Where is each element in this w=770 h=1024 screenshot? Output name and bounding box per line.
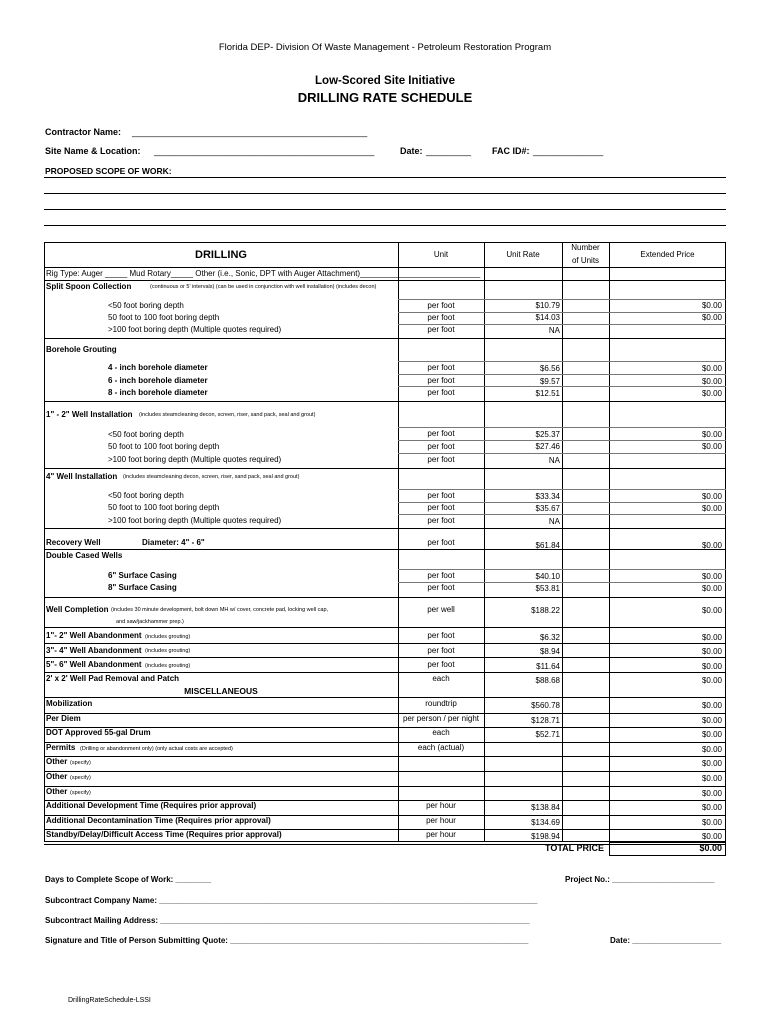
row-divider bbox=[398, 489, 726, 490]
days-to-complete[interactable]: Days to Complete Scope of Work: ________ bbox=[45, 875, 212, 884]
number-header-2: of Units bbox=[571, 256, 600, 265]
date-label: Date: bbox=[400, 146, 423, 156]
misc-ext: $0.00 bbox=[701, 759, 722, 769]
misc-ext: $0.00 bbox=[701, 803, 722, 813]
aband-rate-4: $88.68 bbox=[535, 676, 560, 685]
contractor-field[interactable]: _______________________________________________ bbox=[132, 127, 368, 137]
w12-unit-3: per foot bbox=[427, 455, 455, 464]
dcw-desc-1: 6" Surface Casing bbox=[108, 571, 177, 580]
recovery-diameter: Diameter: 4" - 6" bbox=[142, 538, 205, 547]
misc-ext: $0.00 bbox=[701, 715, 722, 725]
extended-header: Extended Price bbox=[640, 250, 695, 259]
misc-unit: per hour bbox=[426, 815, 456, 825]
grout-unit-2: per foot bbox=[427, 376, 455, 385]
completion-title: Well Completion bbox=[46, 605, 109, 614]
well4-note: (includes steamcleaning decon, screen, riser, sand pack, seal and grout) bbox=[123, 474, 300, 480]
grout-unit-3: per foot bbox=[427, 388, 455, 397]
split-spoon-note: (continuous or 5' intervals) (can be used in conjunction with well installation) (includes decon) bbox=[150, 284, 377, 290]
scope-line-2[interactable] bbox=[44, 193, 726, 194]
recovery-rate: $61.84 bbox=[535, 541, 560, 550]
misc-rate: $134.69 bbox=[531, 817, 560, 827]
completion-note: (includes 30 minute development, bolt down MH w/ cover, concrete pad, locking well cap, bbox=[111, 607, 329, 613]
total-label: TOTAL PRICE bbox=[544, 843, 604, 853]
facid-field[interactable]: ______________ bbox=[533, 146, 604, 156]
row-divider bbox=[44, 468, 726, 469]
w12-ext-1: $0.00 bbox=[701, 430, 722, 439]
split-rate-3: NA bbox=[548, 326, 560, 335]
dcw-ext-1: $0.00 bbox=[701, 572, 722, 581]
row-divider bbox=[44, 786, 726, 787]
rate-header: Unit Rate bbox=[506, 250, 540, 259]
completion-rate: $188.22 bbox=[531, 606, 560, 615]
row-divider bbox=[398, 453, 726, 454]
recovery-unit: per foot bbox=[427, 538, 455, 547]
dcw-desc-2: 8" Surface Casing bbox=[108, 583, 177, 592]
w12-ext-2: $0.00 bbox=[701, 442, 722, 451]
w12-rate-3: NA bbox=[548, 456, 560, 465]
row-divider bbox=[44, 401, 726, 402]
aband-desc-3: 5"- 6" Well Abandonment bbox=[46, 660, 142, 669]
row-divider bbox=[44, 597, 726, 598]
misc-ext: $0.00 bbox=[701, 701, 722, 710]
document-id: DrillingRateSchedule-LSSI bbox=[68, 997, 151, 1004]
recovery-well: Recovery Well bbox=[46, 538, 101, 547]
aband-rate-2: $8.94 bbox=[539, 647, 560, 656]
row-divider bbox=[44, 657, 726, 658]
number-header-1: Number bbox=[571, 243, 600, 252]
misc-ext: $0.00 bbox=[701, 774, 722, 783]
grouting-title: Borehole Grouting bbox=[46, 345, 117, 354]
misc-note: (specify) bbox=[70, 789, 91, 796]
misc-unit: roundtrip bbox=[425, 699, 457, 708]
w12-unit-2: per foot bbox=[427, 442, 455, 451]
misc-desc: Other bbox=[46, 757, 68, 767]
split-unit-1: per foot bbox=[427, 301, 455, 310]
facid-label: FAC ID#: bbox=[492, 146, 530, 156]
scope-line-1[interactable] bbox=[44, 177, 726, 178]
dcw-rate-1: $40.10 bbox=[535, 572, 560, 581]
misc-note: (Drilling or abandonment only) (only actual costs are accepted) bbox=[80, 745, 233, 752]
split-desc-2: 50 foot to 100 foot boring depth bbox=[108, 313, 220, 322]
w4-rate-3: NA bbox=[548, 517, 560, 526]
dcw-unit-1: per foot bbox=[427, 571, 455, 580]
recovery-ext: $0.00 bbox=[701, 541, 722, 550]
aband-ext-1: $0.00 bbox=[701, 633, 722, 642]
grout-desc-1: 4 - inch borehole diameter bbox=[108, 363, 208, 372]
misc-rate: $128.71 bbox=[531, 715, 560, 725]
split-spoon-title: Split Spoon Collection bbox=[46, 282, 132, 291]
signature-date[interactable]: Date: ____________________ bbox=[610, 936, 722, 945]
w4-desc-3: >100 foot boring depth (Multiple quotes required) bbox=[108, 516, 282, 525]
misc-desc: Additional Development Time (Requires prior approval) bbox=[46, 801, 257, 811]
misc-rate: $52.71 bbox=[535, 730, 560, 740]
drilling-header: DRILLING bbox=[195, 249, 247, 261]
aband-unit-1: per foot bbox=[427, 631, 455, 640]
form-title: DRILLING RATE SCHEDULE bbox=[297, 90, 473, 105]
w12-desc-2: 50 foot to 100 foot boring depth bbox=[108, 442, 220, 451]
well12-title: 1" - 2" Well Installation bbox=[46, 410, 133, 419]
completion-unit: per well bbox=[427, 605, 455, 614]
grout-rate-1: $6.56 bbox=[539, 364, 560, 373]
w4-unit-1: per foot bbox=[427, 491, 455, 500]
signature-title[interactable]: Signature and Title of Person Submitting Quote: ___________________________________________________________________ bbox=[45, 936, 529, 945]
dcw-rate-2: $53.81 bbox=[535, 584, 560, 593]
misc-ext: $0.00 bbox=[701, 788, 722, 798]
row-divider bbox=[398, 440, 726, 441]
site-label: Site Name & Location: bbox=[45, 146, 141, 156]
aband-ext-3: $0.00 bbox=[701, 662, 722, 671]
misc-ext: $0.00 bbox=[701, 744, 722, 754]
misc-rate: $198.94 bbox=[531, 832, 560, 842]
grout-rate-3: $12.51 bbox=[535, 389, 560, 398]
row-divider bbox=[44, 643, 726, 644]
w12-unit-1: per foot bbox=[427, 429, 455, 438]
misc-unit: each (actual) bbox=[417, 742, 465, 752]
scope-line-4[interactable] bbox=[44, 225, 726, 226]
grout-ext-3: $0.00 bbox=[701, 389, 722, 398]
grout-desc-3: 8 - inch borehole diameter bbox=[108, 388, 208, 397]
project-number[interactable]: Project No.: _______________________ bbox=[565, 875, 715, 884]
subcontract-company[interactable]: Subcontract Company Name: _____________________________________________________________________________________ bbox=[45, 896, 538, 905]
row-divider bbox=[398, 361, 726, 362]
row-divider bbox=[44, 549, 726, 550]
contractor-label: Contractor Name: bbox=[45, 127, 122, 137]
w12-desc-3: >100 foot boring depth (Multiple quotes required) bbox=[108, 455, 282, 464]
misc-rate: $138.84 bbox=[531, 803, 560, 813]
w12-rate-1: $25.37 bbox=[535, 430, 560, 439]
row-divider bbox=[398, 582, 726, 583]
aband-desc-2: 3"- 4" Well Abandonment bbox=[46, 646, 142, 655]
aband-note-2: (includes grouting) bbox=[145, 648, 191, 654]
subcontract-mailing[interactable]: Subcontract Mailing Address: ___________________________________________________________________________________ bbox=[45, 916, 530, 925]
w4-rate-2: $35.67 bbox=[535, 504, 560, 513]
misc-desc: Standby/Delay/Difficult Access Time (Requires prior approval) bbox=[46, 830, 282, 840]
misc-note: (specify) bbox=[70, 760, 91, 767]
grout-rate-2: $9.57 bbox=[539, 377, 560, 386]
misc-desc: Permits bbox=[46, 742, 76, 752]
aband-unit-2: per foot bbox=[427, 646, 455, 655]
row-divider bbox=[44, 528, 726, 529]
aband-ext-2: $0.00 bbox=[701, 647, 722, 656]
misc-rate: $560.78 bbox=[531, 701, 560, 710]
form-subtitle: Low-Scored Site Initiative bbox=[315, 75, 455, 87]
aband-unit-4: each bbox=[432, 674, 450, 683]
row-divider bbox=[398, 514, 726, 515]
grout-ext-2: $0.00 bbox=[701, 377, 722, 386]
misc-unit: per person / per night bbox=[402, 713, 480, 723]
row-divider bbox=[44, 280, 726, 281]
w4-desc-1: <50 foot boring depth bbox=[108, 491, 184, 500]
row-divider bbox=[398, 386, 726, 387]
scope-label: PROPOSED SCOPE OF WORK: bbox=[45, 166, 172, 176]
well4-title: 4" Well Installation bbox=[46, 472, 118, 481]
row-divider bbox=[44, 771, 726, 772]
row-divider bbox=[398, 299, 726, 300]
w4-desc-2: 50 foot to 100 foot boring depth bbox=[108, 503, 220, 512]
w4-rate-1: $33.34 bbox=[535, 492, 560, 501]
aband-note-3: (includes grouting) bbox=[145, 663, 191, 669]
row-divider bbox=[398, 502, 726, 503]
well12-note: (includes steamcleaning decon, screen, riser, sand pack, seal and grout) bbox=[139, 412, 316, 418]
misc-unit: per hour bbox=[426, 801, 456, 811]
row-divider bbox=[44, 713, 726, 714]
misc-desc: Per Diem bbox=[46, 713, 81, 723]
aband-note-1: (includes grouting) bbox=[145, 634, 191, 640]
misc-ext: $0.00 bbox=[701, 730, 722, 740]
scope-line-3[interactable] bbox=[44, 209, 726, 210]
misc-desc: DOT Approved 55-gal Drum bbox=[46, 728, 151, 738]
aband-rate-3: $11.64 bbox=[536, 662, 560, 671]
misc-ext: $0.00 bbox=[701, 817, 722, 827]
misc-ext: $0.00 bbox=[701, 832, 722, 842]
row-divider bbox=[44, 338, 726, 339]
split-desc-1: <50 foot boring depth bbox=[108, 301, 184, 310]
w4-ext-2: $0.00 bbox=[701, 504, 722, 513]
date-field[interactable]: _________ bbox=[426, 146, 472, 156]
site-field[interactable]: ____________________________________________ bbox=[154, 146, 375, 156]
aband-desc-4: 2' x 2' Well Pad Removal and Patch bbox=[46, 674, 180, 683]
row-divider bbox=[44, 756, 726, 757]
w4-unit-2: per foot bbox=[427, 503, 455, 512]
rig-type[interactable]: Rig Type: Auger _____ Mud Rotary_____ Other (i.e., Sonic, DPT with Auger Attachment)___________________________ bbox=[46, 269, 481, 278]
row-divider bbox=[398, 374, 726, 375]
aband-rate-1: $6.32 bbox=[539, 633, 560, 642]
misc-unit: per hour bbox=[426, 830, 456, 840]
misc-desc: Other bbox=[46, 786, 68, 796]
misc-desc: Additional Decontamination Time (Requires prior approval) bbox=[46, 815, 271, 825]
misc-note: (specify) bbox=[70, 775, 91, 781]
row-divider bbox=[44, 697, 726, 698]
col-divider bbox=[562, 242, 563, 842]
split-ext-1: $0.00 bbox=[701, 301, 722, 310]
grout-ext-1: $0.00 bbox=[701, 364, 722, 373]
split-rate-1: $10.79 bbox=[535, 301, 560, 310]
split-rate-2: $14.03 bbox=[535, 313, 560, 322]
row-divider bbox=[398, 569, 726, 570]
total-value: $0.00 bbox=[699, 843, 722, 853]
w4-unit-3: per foot bbox=[427, 516, 455, 525]
split-unit-3: per foot bbox=[427, 325, 455, 334]
misc-heading: MISCELLANEOUS bbox=[184, 686, 258, 696]
split-unit-2: per foot bbox=[427, 313, 455, 322]
misc-desc: Other bbox=[46, 772, 68, 781]
grout-unit-1: per foot bbox=[427, 363, 455, 372]
misc-desc: Mobilization bbox=[46, 699, 93, 708]
grout-desc-2: 6 - inch borehole diameter bbox=[108, 376, 208, 385]
unit-header: Unit bbox=[433, 250, 449, 259]
completion-note-2: and saw/jackhammer prep.) bbox=[116, 619, 184, 625]
row-divider bbox=[398, 312, 726, 313]
aband-ext-4: $0.00 bbox=[701, 676, 722, 685]
row-divider bbox=[398, 427, 726, 428]
dcw-unit-2: per foot bbox=[427, 583, 455, 592]
completion-ext: $0.00 bbox=[701, 606, 722, 615]
row-divider bbox=[44, 627, 726, 628]
agency-header: Florida DEP- Division Of Waste Management - Petroleum Restoration Program bbox=[218, 42, 552, 53]
split-ext-2: $0.00 bbox=[701, 313, 722, 322]
split-desc-3: >100 foot boring depth (Multiple quotes required) bbox=[108, 325, 282, 334]
aband-unit-3: per foot bbox=[427, 660, 455, 669]
aband-desc-1: 1"- 2" Well Abandonment bbox=[46, 631, 142, 640]
w12-rate-2: $27.46 bbox=[535, 442, 560, 451]
w4-ext-1: $0.00 bbox=[701, 492, 722, 501]
row-divider bbox=[398, 324, 726, 325]
dcw-ext-2: $0.00 bbox=[701, 584, 722, 593]
misc-unit: each bbox=[432, 728, 450, 738]
double-cased-title: Double Cased Wells bbox=[46, 551, 123, 560]
w12-desc-1: <50 foot boring depth bbox=[108, 430, 184, 439]
